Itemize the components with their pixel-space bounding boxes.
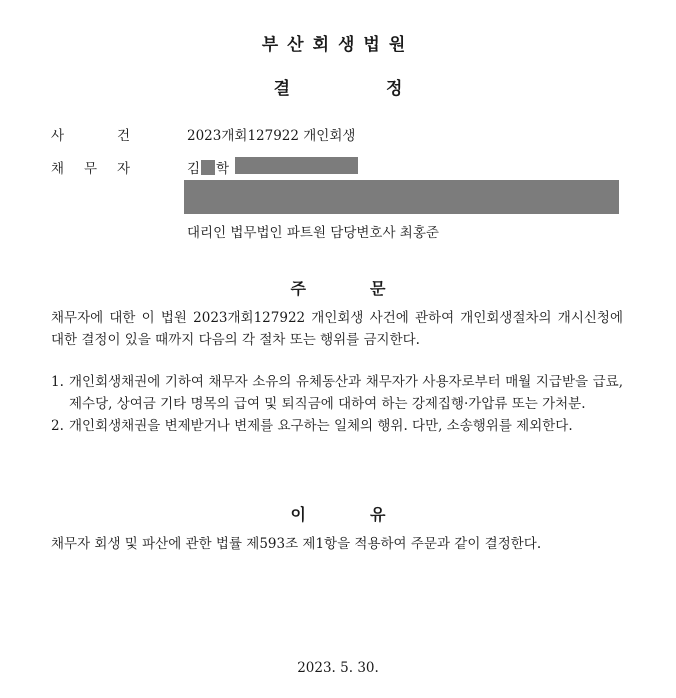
- case-value: 2023개회127922 개인회생: [187, 128, 356, 144]
- debtor-name-last: 학: [216, 161, 230, 177]
- order-heading: 주 문: [290, 279, 386, 298]
- list-item-number: 2.: [51, 418, 64, 434]
- name-redaction: [201, 160, 215, 175]
- list-item-text: 개인회생채권을 변제받거나 변제를 요구하는 일체의 행위. 다만, 소송행위를 제외한다.: [69, 418, 573, 434]
- reason-text: 채무자 회생 및 파산에 관한 법률 제593조 제1항을 적용하여 주문과 같이 결정한다.: [51, 536, 542, 552]
- debtor-agent: 대리인 법무법인 파트원 담당변호사 최홍준: [187, 225, 439, 241]
- doc-type-right: 정: [386, 79, 403, 99]
- document-type: [0, 74, 676, 99]
- debtor-name: [187, 157, 229, 177]
- order-list: [51, 371, 623, 437]
- list-item: [51, 415, 623, 437]
- doc-type-left: 결: [273, 79, 290, 99]
- order-intro: 채무자에 대한 이 법원 2023개회127922 개인회생 사건에 관하여 개인회생절차의 개시신청에 대한 결정이 있을 때까지 다음의 각 절차 또는 행위를 금지한다.: [51, 310, 623, 348]
- reason-heading: 이 유: [290, 505, 386, 524]
- list-item-number: 1.: [51, 374, 64, 390]
- case-label: 사 건: [51, 128, 131, 144]
- court-name: 부산회생법원: [261, 35, 415, 55]
- debtor-label: 채 무 자: [51, 161, 131, 177]
- id-redaction: [235, 157, 358, 174]
- decision-date: 2023. 5. 30.: [297, 660, 379, 676]
- list-item-text: 개인회생채권에 기하여 채무자 소유의 유체동산과 채무자가 사용자로부터 매월 지급받을 급료, 제수당, 상여금 기타 명목의 급여 및 퇴직금에 대하여 하는 강제집행·가압류 또는 가처분.: [69, 374, 623, 412]
- list-item: [51, 371, 623, 415]
- address-redaction: [184, 180, 619, 214]
- debtor-name-first: 김: [187, 161, 201, 177]
